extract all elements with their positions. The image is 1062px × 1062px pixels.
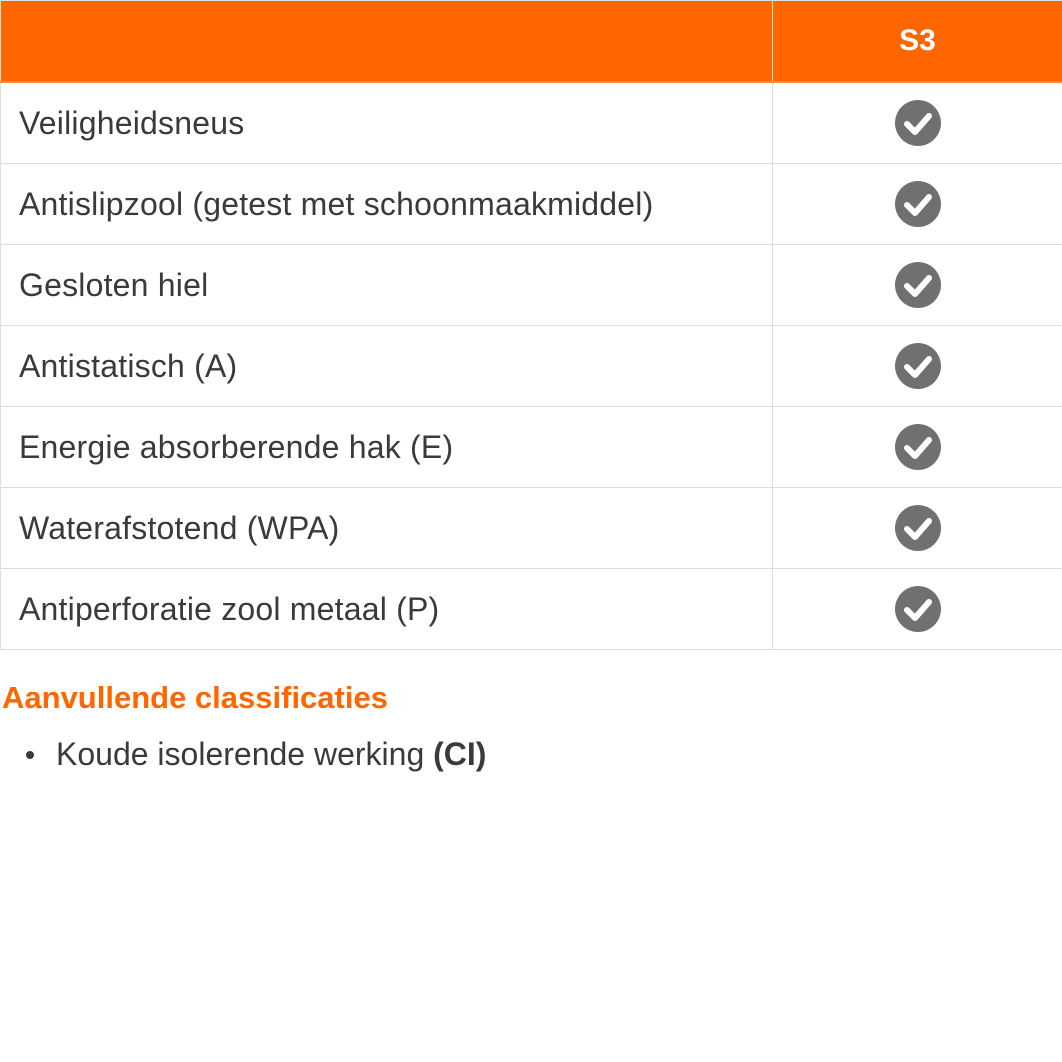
additional-classifications-title: Aanvullende classificaties	[2, 680, 388, 715]
table-row	[1, 82, 1062, 164]
check-circle-icon	[895, 343, 941, 389]
table-row	[1, 488, 1062, 569]
s3-cell	[773, 245, 1062, 326]
check-circle-icon	[895, 100, 941, 146]
check-circle-icon	[895, 424, 941, 470]
s3-cell	[773, 82, 1062, 164]
feature-label: Waterafstotend (WPA)	[1, 488, 773, 569]
classification-code: (CI)	[433, 736, 487, 772]
table-header-row	[1, 1, 1062, 83]
check-circle-icon	[895, 262, 941, 308]
check-circle-icon	[895, 181, 941, 227]
feature-label: Antislipzool (getest met schoonmaakmiddel)	[1, 164, 773, 245]
classification-text: Koude isolerende werking	[56, 736, 434, 772]
check-circle-icon	[895, 586, 941, 632]
list-item	[56, 730, 486, 778]
table-row	[1, 245, 1062, 326]
s3-cell	[773, 326, 1062, 407]
feature-label: Gesloten hiel	[1, 245, 773, 326]
bullet-icon	[26, 751, 34, 759]
feature-label: Antistatisch (A)	[1, 326, 773, 407]
feature-label: Energie absorberende hak (E)	[1, 407, 773, 488]
table-row	[1, 407, 1062, 488]
additional-classifications-list	[0, 730, 486, 778]
table-row	[1, 326, 1062, 407]
feature-label: Antiperforatie zool metaal (P)	[1, 569, 773, 650]
check-circle-icon	[895, 505, 941, 551]
s3-cell	[773, 488, 1062, 569]
feature-column-header	[1, 1, 773, 83]
feature-label: Veiligheidsneus	[1, 82, 773, 164]
table-row	[1, 569, 1062, 650]
table-row	[1, 164, 1062, 245]
s3-cell	[773, 164, 1062, 245]
s3-cell	[773, 569, 1062, 650]
s3-column-header: S3	[773, 1, 1062, 83]
s3-cell	[773, 407, 1062, 488]
